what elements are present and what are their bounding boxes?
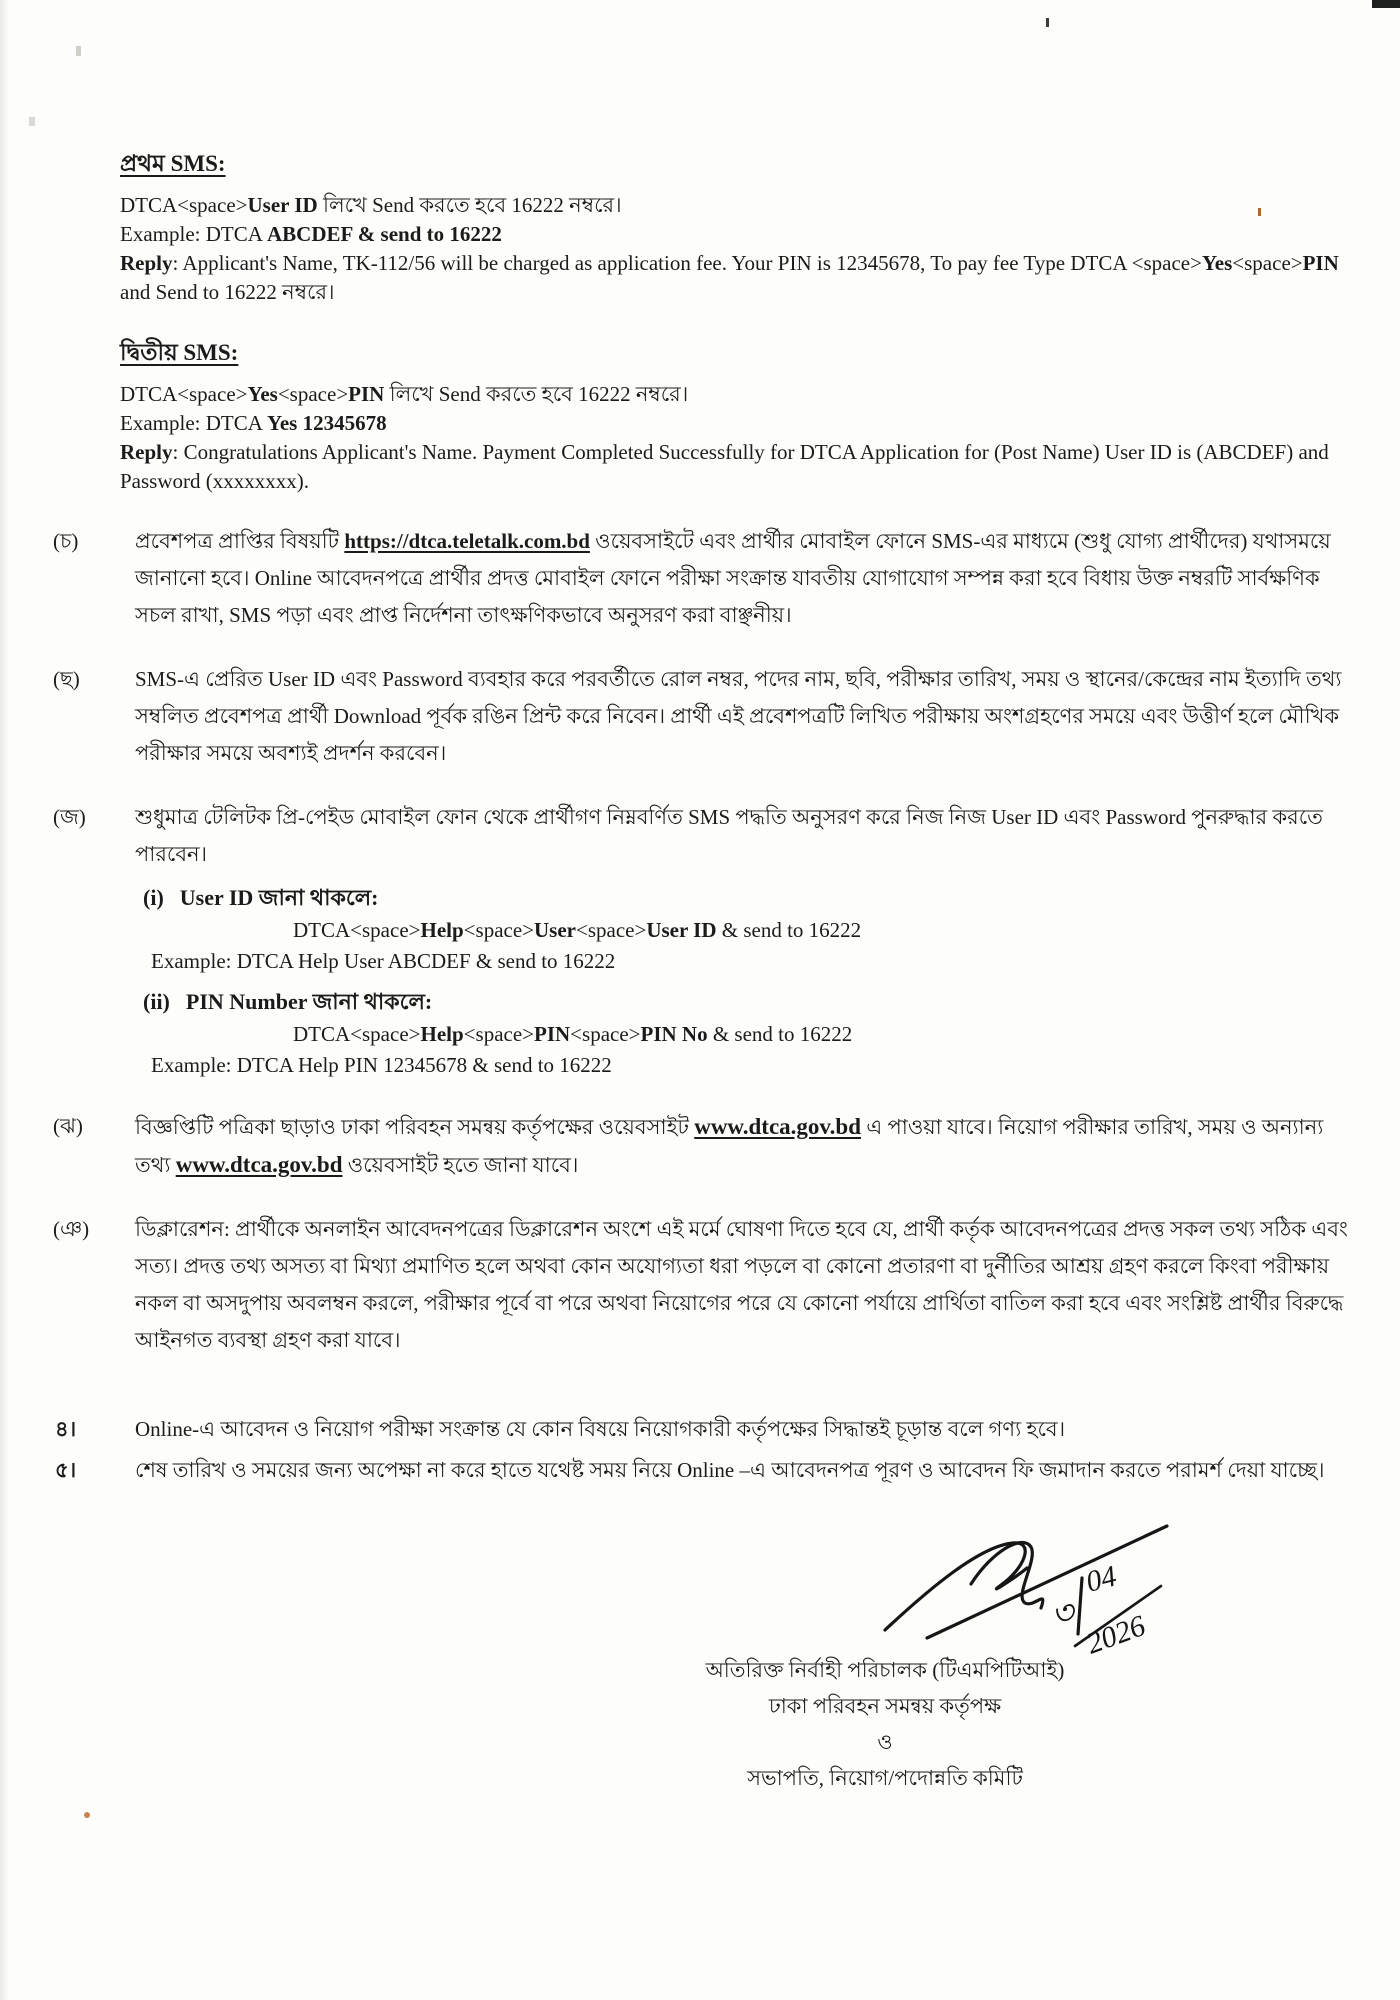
sub-item-command: DTCA<space>Help<space>User<space>User ID & send to 16222 xyxy=(293,918,862,942)
sub-item-pin-help xyxy=(135,985,1355,1081)
signatory-designation: অতিরিক্ত নির্বাহী পরিচালক (টিএমপিটিআই) xyxy=(705,1658,1065,1682)
signature-date-day: ৩ xyxy=(1048,1594,1077,1634)
signatory-role: সভাপতি, নিয়োগ/পদোন্নতি কমিটি xyxy=(747,1766,1023,1790)
sub-item-example: Example: DTCA Help User ABCDEF & send to 16222 xyxy=(151,949,616,973)
item-label: (চ) xyxy=(53,529,79,553)
sub-item-title xyxy=(143,881,1355,915)
item-text: ডিক্লারেশন: প্রার্থীকে অনলাইন আবেদনপত্রের ডিক্লারেশন অংশে এই মর্মে ঘোষণা দিতে হবে যে, প্রার্থী কর্তৃক আবেদনপত্রের প্রদত্ত সকল তথ্য সঠিক এবং সত্য। প্রদত্ত তথ্য অসত্য বা মিথ্যা প্রমাণিত হলে অথবা কোন অযোগ্যতা ধরা পড়লে বা কোনো প্রতারণা বা দুর্নীতির আশ্রয় গ্রহণ করলে কিংবা পরীক্ষায় নকল বা অসদুপায় অবলম্বন করলে, পরীক্ষার পূর্বে বা পরে অথবা নিয়োগের পরে যে কোনো পর্যায়ে প্রার্থিতা বাতিল করা হবে এবং সংশ্লিষ্ট প্রার্থীর বিরুদ্ধে আইনগত ব্যবস্থা গ্রহণ করা যাবে। xyxy=(135,1217,1348,1352)
first-sms-heading: প্রথম SMS: xyxy=(120,151,226,176)
item-text: Online-এ আবেদন ও নিয়োগ পরীক্ষা সংক্রান্ত যে কোন বিষয়ে নিয়োগকারী কর্তৃপক্ষের সিদ্ধান্তই চূড়ান্ত বলে গণ্য হবে। xyxy=(135,1417,1066,1441)
scan-artifact xyxy=(29,117,35,126)
item-text: SMS-এ প্রেরিত User ID এবং Password ব্যবহার করে পরবর্তীতে রোল নম্বর, পদের নাম, ছবি, পরীক্ষার তারিখ, সময় ও স্থানের/কেন্দ্রের নাম ইত্যাদি তথ্য সম্বলিত প্রবেশপত্র প্রার্থী Download পূর্বক রঙিন প্রিন্ট করে নিবেন। প্রার্থী এই প্রবেশপত্রটি লিখিত পরীক্ষায় অংশগ্রহণের সময়ে এবং উত্তীর্ণ হলে মৌখিক পরীক্ষার সময়ে অবশ্যই প্রদর্শন করবেন। xyxy=(135,667,1342,765)
sub-item-title xyxy=(143,985,1355,1019)
signatory-organization: ঢাকা পরিবহন সমন্বয় কর্তৃপক্ষ xyxy=(768,1694,1002,1718)
list-item-chha xyxy=(53,661,1355,772)
list-item-jha xyxy=(53,1108,1355,1184)
second-sms-heading: দ্বিতীয় SMS: xyxy=(120,340,239,365)
signature-date-year: 2026 xyxy=(1082,1609,1150,1661)
sub-item-marker: (ii) xyxy=(143,989,170,1014)
list-item-cha xyxy=(53,523,1355,634)
item-label: (ঞ) xyxy=(53,1217,90,1241)
item-text: বিজ্ঞপ্তিটি পত্রিকা ছাড়াও ঢাকা পরিবহন সমন্বয় কর্তৃপক্ষের ওয়েবসাইট www.dtca.gov.bd এ পাওয়া যাবে। নিয়োগ পরীক্ষার তারিখ, সময় ও অন্যান্য তথ্য www.dtca.gov.bd ওয়েবসাইট হতে জানা যাবে। xyxy=(135,1114,1324,1177)
item-text: শুধুমাত্র টেলিটক প্রি-পেইড মোবাইল ফোন থেকে প্রার্থীগণ নিম্নবর্ণিত SMS পদ্ধতি অনুসরণ করে নিজ নিজ User ID এবং Password পুনরুদ্ধার করতে পারবেন। xyxy=(135,805,1323,866)
scan-artifact xyxy=(84,1812,90,1818)
item-label: ৪। xyxy=(55,1417,77,1441)
sub-item-userid-help xyxy=(135,881,1355,977)
scan-artifact xyxy=(76,46,81,56)
signature-date-month: 04 xyxy=(1082,1559,1120,1599)
sub-item-title-text: PIN Number জানা থাকলে: xyxy=(185,989,433,1014)
item-label: (জ) xyxy=(53,805,86,829)
item-body xyxy=(135,799,1355,1081)
second-sms-command-line: DTCA<space>Yes<space>PIN লিখে Send করতে হবে 16222 নম্বরে। xyxy=(120,382,689,406)
item-label: ৫। xyxy=(55,1458,77,1482)
second-sms-section xyxy=(120,334,1355,496)
second-sms-example-line: Example: DTCA Yes 12345678 xyxy=(120,411,387,435)
sub-item-marker: (i) xyxy=(143,885,164,910)
first-sms-command-line: DTCA<space>User ID লিখে Send করতে হবে 16222 নম্বরে। xyxy=(120,193,622,217)
list-item-ja xyxy=(53,799,1355,1081)
list-item-nya-declaration xyxy=(53,1211,1355,1359)
sub-item-command: DTCA<space>Help<space>PIN<space>PIN No & send to 16222 xyxy=(293,1022,853,1046)
first-sms-section xyxy=(120,145,1355,307)
scan-artifact xyxy=(1046,18,1049,27)
item-text: শেষ তারিখ ও সময়ের জন্য অপেক্ষা না করে হাতে যথেষ্ট সময় নিয়ে Online –এ আবেদনপত্র পূরণ ও আবেদন ফি জমাদান করতে পরামর্শ দেয়া যাচ্ছে। xyxy=(135,1458,1325,1482)
list-item-5 xyxy=(55,1452,1355,1488)
first-sms-example-line: Example: DTCA ABCDEF & send to 16222 xyxy=(120,222,502,246)
sub-item-title-text: User ID জানা থাকলে: xyxy=(179,885,379,910)
scan-artifact xyxy=(1258,208,1261,216)
second-sms-reply-line: Reply: Congratulations Applicant's Name. Payment Completed Successfully for DTCA Application for (Post Name) User ID is (ABCDEF) and Password (xxxxxxxx). xyxy=(120,440,1329,493)
first-sms-reply-line: Reply: Applicant's Name, TK-112/56 will be charged as application fee. Your PIN is 12345678, To pay fee Type DTCA <space>Yes<space>PIN and Send to 16222 নম্বরে। xyxy=(120,251,1339,304)
signature-block xyxy=(590,1518,1180,1796)
handwritten-signature xyxy=(875,1518,1175,1668)
item-text: প্রবেশপত্র প্রাপ্তির বিষয়টি https://dtca.teletalk.com.bd ওয়েবসাইটে এবং প্রার্থীর মোবাইল ফোনে SMS-এর মাধ্যমে (শুধু যোগ্য প্রার্থীদের) যথাসময়ে জানানো হবে। Online আবেদনপত্রে প্রার্থীর প্রদত্ত মোবাইল ফোনে পরীক্ষা সংক্রান্ত যাবতীয় যোগাযোগ সম্পন্ন করা হবে বিধায় উক্ত নম্বরটি সার্বক্ষণিক সচল রাখা, SMS পড়া এবং প্রাপ্ত নির্দেশনা তাৎক্ষণিকভাবে অনুসরণ করা বাঞ্ছনীয়। xyxy=(135,529,1331,627)
list-item-4 xyxy=(55,1411,1355,1447)
item-label: (ঝ) xyxy=(53,1114,83,1138)
sub-item-example: Example: DTCA Help PIN 12345678 & send to 16222 xyxy=(151,1053,612,1077)
item-label: (ছ) xyxy=(53,667,80,691)
signature-conjunction: ও xyxy=(877,1730,893,1754)
scan-artifact xyxy=(1372,0,1400,8)
